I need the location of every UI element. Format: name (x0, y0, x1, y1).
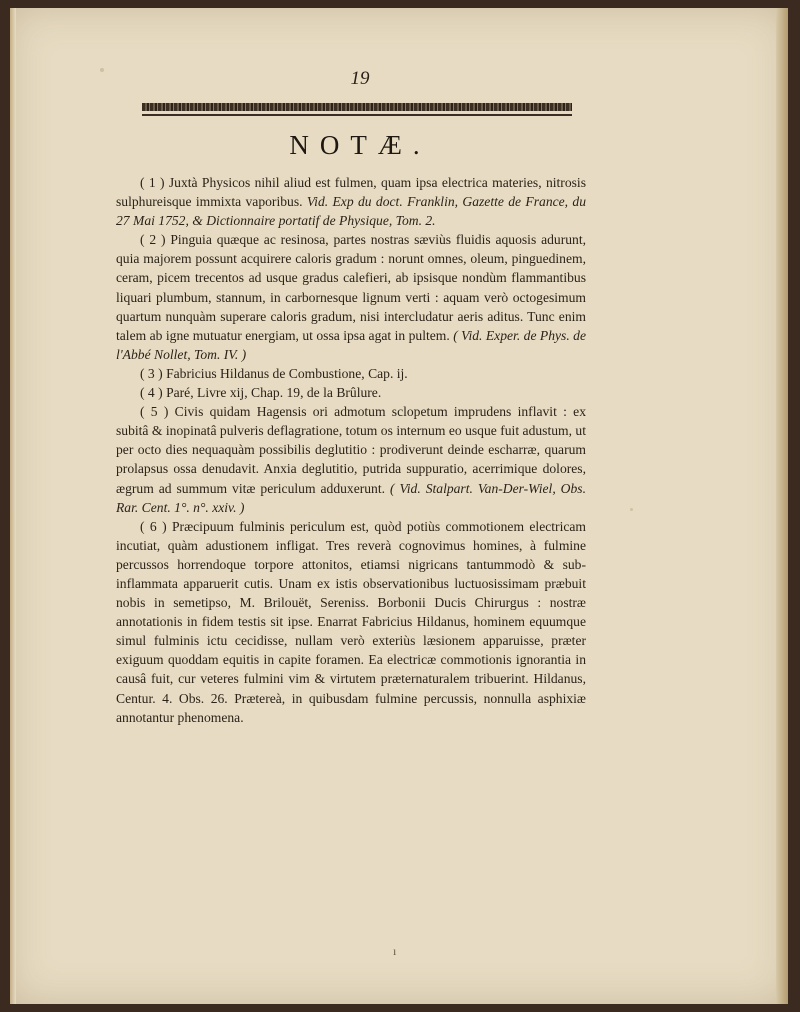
book-page (10, 8, 788, 1004)
note-number: ( 4 ) (140, 385, 163, 401)
note-body: Civis quidam Hagensis ori admotum sclopetum imprudens inflavit : ex subitâ & inopinatâ pulveris deflagratione, totum os internum eo usque fuit adustum, ut per octo dies nequaquàm possibilis deglutitio : prodiverunt deinde escharræ, quarum prolapsus ossa denudavit. Anxia deglutitio, putrida suppuratio, acerrimique dolores, ægrum ad summum vitæ periculum adduxerunt. (116, 404, 586, 496)
note-body: Pinguia quæque ac resinosa, partes nostras sæviùs fluidis aquosis adurunt, quia majorem possunt acquirere caloris gradum : norunt omnes, oleum, pinguedinem, ceram, picem trecentos ad usque gradus calefieri, ab ipsisque nondùm flammantibus liquari plumbum, stannum, in carbornesque lignum verti : aquam verò octogesimum quartum nunquàm superare caloris gradum, nisi intercludatur aeris aditus. Tunc enim talem ab igne mutuatur energiam, ut ossa ipsa agat in pultem. (116, 232, 586, 343)
note-body: Præcipuum fulminis periculum est, quòd potiùs commotionem electricam incutiat, quàm adustionem infligat. Tres reverà cognovimus homines, à fulmine percussos horrendoque torpore attonitos, etiamsi nigricans tantummodò & sub-inflammata apparuerit cutis. Unam ex istis observationibus luctuosissimam præbuit nobis in semetipso, M. Brilouët, Sereniss. Borbonii Ducis Chirurgus : nostræ annotationis in fidem testis sit ipse. Enarrat Fabricius Hildanus, hominem equumque simul fulminis ictu cecidisse, nullam verò exteriùs læsionem apparuisse, præter exiguum quoddam equitis in capite foramen. Ea electricæ commotionis ignorantia in causâ fuit, cur veteres fulmini vim & virtutem præternaturalem tribuerint. Hildanus, Centur. 4. Obs. 26. Prætereà, in quibusdam fulmine percussis, nonnulla asphixiæ annotantur phenomena. (116, 518, 586, 725)
ornament-band (142, 103, 572, 111)
note-1 (116, 173, 586, 230)
note-reference: ( Vid. Stalpart. Van-Der-Wiel, Obs. Rar. Cent. 1°. n°. xxiv. ) (116, 480, 586, 515)
ornament-rule (142, 114, 572, 116)
note-number: ( 2 ) (140, 232, 166, 248)
note-2 (116, 230, 586, 364)
ink-mark: ı (393, 944, 397, 958)
note-reference: ( Vid. Exper. de Phys. de l'Abbé Nollet, Tom. IV. ) (116, 327, 586, 362)
note-body: Paré, Livre xij, Chap. 19, de la Brûlure. (166, 385, 382, 401)
note-5 (116, 402, 586, 517)
page-number: 19 (350, 68, 370, 89)
section-heading: NOTÆ. (289, 130, 431, 160)
note-body: Juxtà Physicos nihil aliud est fulmen, quam ipsa electrica materies, nitrosis sulphureisque immixta vaporibus. (116, 175, 586, 210)
note-number: ( 3 ) (140, 365, 163, 381)
note-number: ( 6 ) (140, 518, 167, 534)
note-reference: Vid. Exp du doct. Franklin, Gazette de France, du 27 Mai 1752, & Dictionnaire portatif de Physique, Tom. 2. (116, 194, 587, 229)
note-3 (116, 364, 586, 383)
notes-text (116, 173, 586, 727)
note-6 (116, 517, 586, 727)
note-body: Fabricius Hildanus de Combustione, Cap. ij. (166, 365, 408, 381)
note-number: ( 1 ) (140, 175, 165, 190)
note-4 (116, 383, 586, 402)
note-number: ( 5 ) (140, 404, 169, 420)
page-edge (776, 8, 788, 1004)
